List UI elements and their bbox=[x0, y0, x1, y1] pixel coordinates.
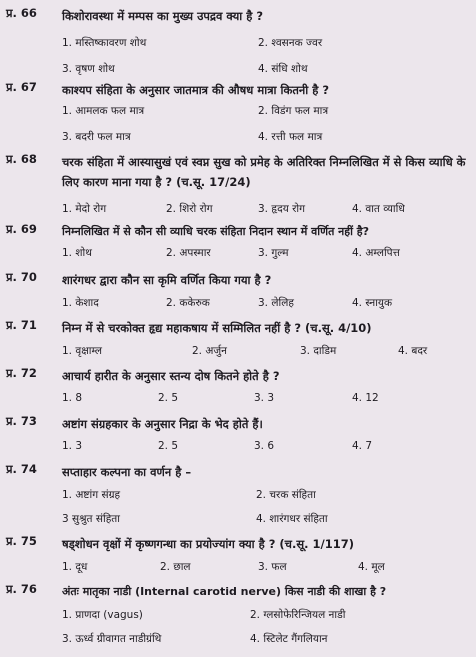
option-2: 2. ग्लसोफेरिन्जियल नाडी bbox=[250, 609, 346, 621]
option-2: 2. 5 bbox=[158, 440, 179, 452]
option-4: 4. स्नायुक bbox=[352, 297, 393, 309]
option-2: 2. छाल bbox=[160, 561, 191, 573]
question-number: प्र. 69 bbox=[6, 222, 37, 236]
option-2: 2. श्वसनक ज्वर bbox=[258, 37, 323, 49]
option-2: 2. अर्जुन bbox=[192, 345, 227, 357]
option-1: 1. मस्तिष्कावरण शोथ bbox=[62, 37, 147, 49]
question-text: सप्ताहार कल्पना का वर्णन है – bbox=[62, 465, 192, 479]
option-4: 4. रत्ती फल मात्र bbox=[258, 131, 323, 143]
option-3: 3. दाडिम bbox=[300, 345, 337, 357]
question-number: प्र. 75 bbox=[6, 534, 37, 548]
option-4: 4. 12 bbox=[352, 392, 379, 404]
option-3: 3. 6 bbox=[254, 440, 275, 452]
option-1: 1. प्राणदा (vagus) bbox=[62, 609, 143, 621]
option-4: 4. शारंगधर संहिता bbox=[256, 513, 328, 525]
question-number: प्र. 67 bbox=[6, 80, 37, 94]
option-4: 4. वात व्याधि bbox=[352, 203, 405, 215]
question-number: प्र. 74 bbox=[6, 462, 37, 476]
option-1: 1. वृक्षाम्ल bbox=[62, 345, 103, 357]
question-text: काश्यप संहिता के अनुसार जातमात्र की औषध मात्रा कितनी है ? bbox=[62, 83, 330, 97]
question-number: प्र. 72 bbox=[6, 366, 37, 380]
option-4: 4. संधि शोथ bbox=[258, 63, 308, 75]
option-3: 3. फल bbox=[258, 561, 287, 573]
option-2: 2. विडंग फल मात्र bbox=[258, 105, 329, 117]
option-4: 4. स्टिलेट गैंगलियान bbox=[250, 633, 328, 645]
option-1: 1. मेदो रोग bbox=[62, 203, 107, 215]
option-4: 4. अम्लपित्त bbox=[352, 247, 400, 259]
option-4: 4. 7 bbox=[352, 440, 373, 452]
question-number: प्र. 71 bbox=[6, 318, 37, 332]
option-1: 1. 8 bbox=[62, 392, 83, 404]
question-text: शारंगधर द्वारा कौन सा कृमि वर्णित किया गया है ? bbox=[62, 273, 272, 287]
option-1: 1. आमलक फल मात्र bbox=[62, 105, 145, 117]
option-4: 4. मूल bbox=[358, 561, 385, 573]
question-text: किशोरावस्था में मम्पस का मुख्य उपद्रव क्या है ? bbox=[62, 9, 264, 23]
option-1: 1. अष्टांग संग्रह bbox=[62, 489, 121, 501]
option-3: 3. ऊर्ध्व ग्रीवागत नाडीग्रंथि bbox=[62, 633, 162, 645]
option-2: 2. चरक संहिता bbox=[256, 489, 316, 501]
option-3: 3. वृषण शोथ bbox=[62, 63, 115, 75]
question-number: प्र. 68 bbox=[6, 152, 37, 166]
option-1: 1. केशाद bbox=[62, 297, 99, 309]
option-2: 2. शिरो रोग bbox=[166, 203, 213, 215]
question-text: चरक संहिता में आस्यासुखं एवं स्वप्न सुख को प्रमेह के अतिरिक्त निम्नलिखित में से किस व्याधि के लिए कारण माना गया है ? (च.सू. 17/24) bbox=[62, 155, 466, 189]
option-2: 2. ककेरुक bbox=[166, 297, 210, 309]
option-3: 3 सुश्रुत संहिता bbox=[62, 513, 120, 525]
question-text: निम्न में से चरकोक्त हृद्य महाकषाय में सम्मिलित नहीं है ? (च.सू. 4/10) bbox=[62, 321, 372, 335]
question-number: प्र. 73 bbox=[6, 414, 37, 428]
question-text: निम्नलिखित में से कौन सी व्याधि चरक संहिता निदान स्थान में वर्णित नहीं है? bbox=[62, 225, 370, 238]
option-3: 3. लेलिह bbox=[258, 297, 294, 309]
question-text: आचार्य हारीत के अनुसार स्तन्य दोष कितने होते है ? bbox=[62, 369, 280, 383]
option-3: 3. बदरी फल मात्र bbox=[62, 131, 131, 143]
option-3: 3. 3 bbox=[254, 392, 275, 404]
question-text: अष्टांग संग्रहकार के अनुसार निद्रा के भेद होते हैं। bbox=[62, 417, 263, 431]
option-2: 2. अपस्मार bbox=[166, 247, 211, 259]
option-1: 1. शोथ bbox=[62, 247, 92, 259]
question-number: प्र. 76 bbox=[6, 582, 37, 596]
option-1: 1. दूध bbox=[62, 561, 88, 573]
question-text: अंतः मातृका नाडी (Internal carotid nerve) किस नाडी की शाखा है ? bbox=[62, 585, 387, 598]
option-4: 4. बदर bbox=[398, 345, 428, 357]
question-number: प्र. 70 bbox=[6, 270, 37, 284]
option-1: 1. 3 bbox=[62, 440, 83, 452]
option-2: 2. 5 bbox=[158, 392, 179, 404]
option-3: 3. हृदय रोग bbox=[258, 203, 306, 215]
question-number: प्र. 66 bbox=[6, 6, 37, 20]
option-3: 3. गुल्म bbox=[258, 247, 289, 259]
question-text: षड्शोधन वृक्षों में कृष्णगन्धा का प्रयोज्यांग क्या है ? (च.सू. 1/117) bbox=[62, 537, 354, 551]
